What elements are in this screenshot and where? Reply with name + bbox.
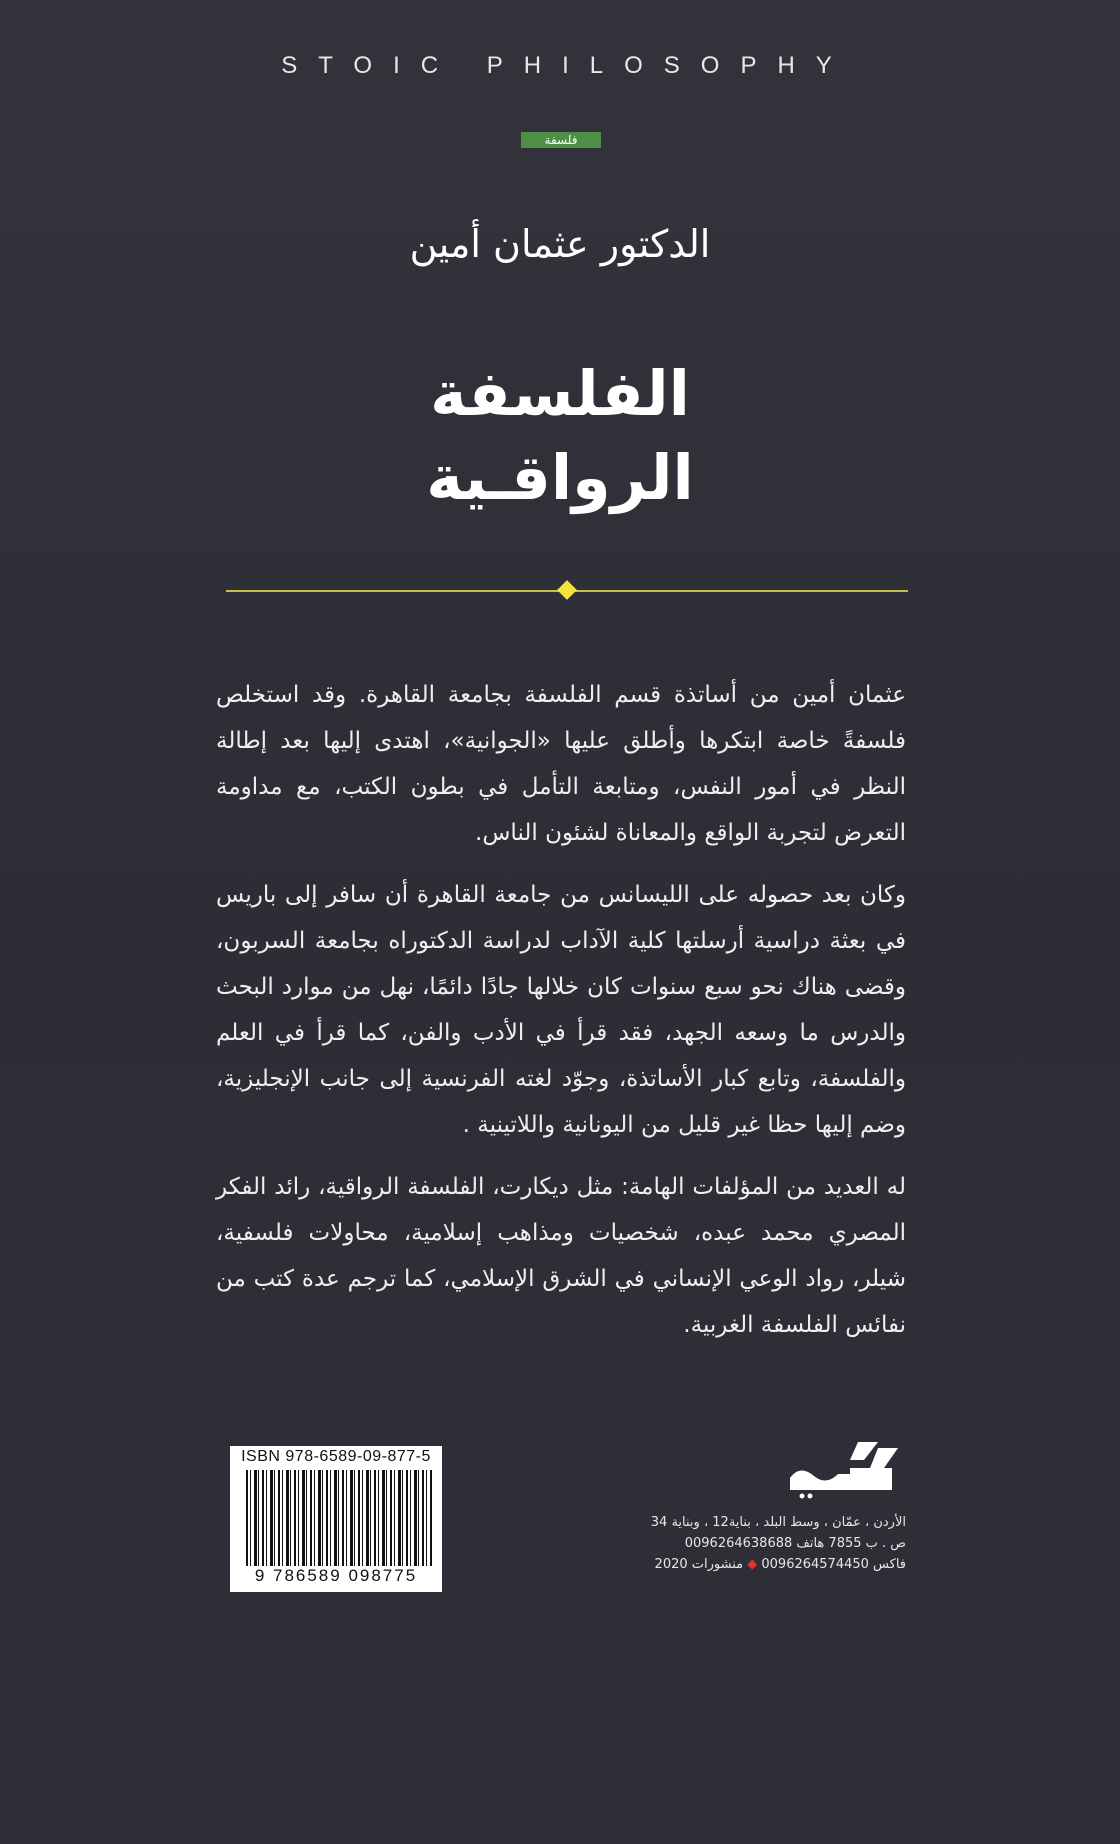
barcode-digits: 9 786589 098775 [254,1566,418,1585]
bio-paragraph: له العديد من المؤلفات الهامة: مثل ديكارت، الفلسفة الرواقية، رائد الفكر المصري محمد عبده، شخصيات ومذاهب إسلامية، محاولات فلسفية، شيلر، رواد الوعي الإنساني في الشرق الإسلامي، كما ترجم عدة كتب من نفائس الفلسفة الغربية. [216,1174,906,1338]
series-title: STOIC PHILOSOPHY [281,52,853,79]
isbn-label: ISBN 978-6589-09-877-5 [241,1448,431,1465]
ahlia-logo-icon [780,1438,906,1502]
author-biography [216,672,906,1364]
category-badge: فلسفة [521,132,601,148]
isbn-barcode [230,1446,442,1592]
publisher-phone: ص . ب 7855 هاتف 0096264638688 [684,1536,906,1551]
publisher-edition: منشورات 2020 [654,1557,744,1572]
divider-diamond-icon [557,580,577,600]
barcode-icon [246,1470,432,1566]
bullet-icon: ◆ [747,1557,758,1572]
author-name: الدكتور عثمان أمين [409,222,711,266]
publisher-address: الأردن ، عمّان ، وسط البلد ، بناية12 ، وبناية 34 [650,1515,906,1530]
publisher-fax-line [576,1554,906,1575]
bio-paragraph: وكان بعد حصوله على الليسانس من جامعة القاهرة أن سافر إلى باريس في بعثة دراسية أرسلتها كلية الآداب لدراسة الدكتوراه بجامعة السربون، وقضى هناك نحو سبع سنوات كان خلالها جادًا دائمًا، نهل من موارد البحث والدرس ما وسعه الجهد، فقد قرأ في الأدب والفن، كما قرأ في العلم والفلسفة، وتابع كبار الأساتذة، وجوّد لغته الفرنسية إلى جانب الإنجليزية، وضم إليها حظا غير قليل من اليونانية واللاتينية . [216,882,906,1138]
book-title [0,352,1120,520]
book-title-line-2: الرواقـية [426,441,694,514]
publisher-info [576,1512,906,1575]
bio-paragraph: عثمان أمين من أساتذة قسم الفلسفة بجامعة القاهرة. وقد استخلص فلسفةً خاصة ابتكرها وأطلق عليها «الجوانية»، اهتدى إليها بعد إطالة النظر في أمور النفس، ومتابعة التأمل في بطون الكتب، مع مداومة التعرض لتجربة الواقع والمعاناة لشئون الناس. [216,682,906,846]
book-title-line-1: الفلسفة [430,357,690,430]
publisher-fax: فاكس 0096264574450 [761,1557,906,1572]
